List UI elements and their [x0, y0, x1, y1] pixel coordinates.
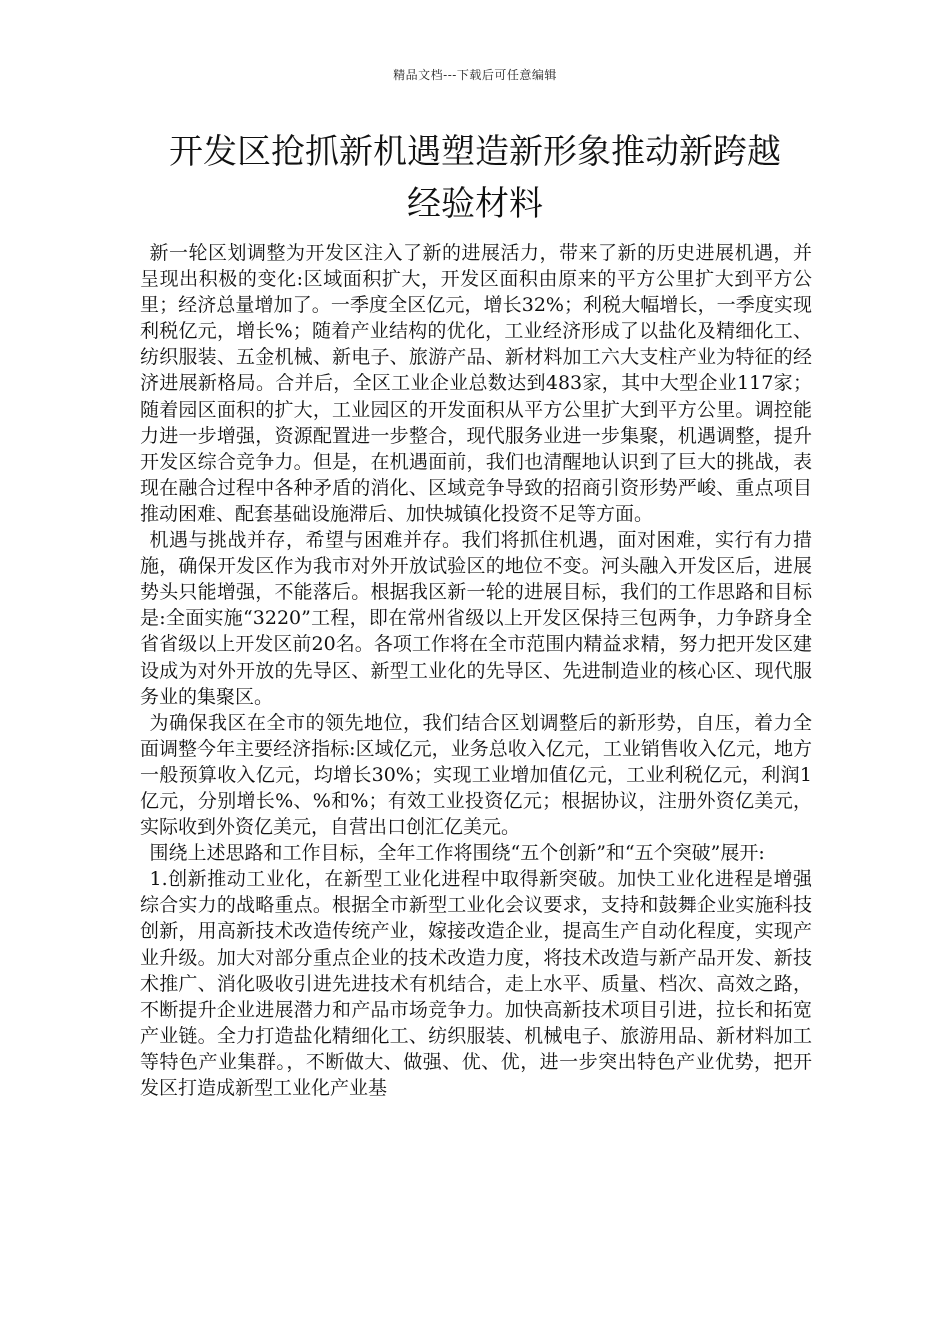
paragraph-1: 新一轮区划调整为开发区注入了新的进展活力，带来了新的历史进展机遇，并呈现出积极的变化:区域面积扩大，开发区面积由原来的平方公里扩大到平方公里；经济总量增加了。一季度全区亿元，增长32%；利税大幅增长，一季度实现利税亿元，增长%；随着产业结构的优化，工业经济形成了以盐化及精细化工、纺织服装、五金机械、新电子、旅游产品、新材料加工六大支柱产业为特征的经济进展新格局。合并后，全区工业企业总数达到483家，其中大型企业117家；随着园区面积的扩大，工业园区的开发面积从平方公里扩大到平方公里。调控能力进一步增强，资源配置进一步整合，现代服务业进一步集聚，机遇调整，提升开发区综合竞争力。但是，在机遇面前，我们也清醒地认识到了巨大的挑战，表现在融合过程中各种矛盾的消化、区域竞争导致的招商引资形势严峻、重点项目推动困难、配套基础设施滞后、加快城镇化投资不足等方面。 [140, 242, 812, 525]
paragraph-3: 为确保我区在全市的领先地位，我们结合区划调整后的新形势，自压，着力全面调整今年主要经济指标:区域亿元，业务总收入亿元，工业销售收入亿元，地方一般预算收入亿元，均增长30%；实现工业增加值亿元，工业利税亿元，利润1亿元，分别增长%、%和%；有效工业投资亿元；根据协议，注册外资亿美元，实际收到外资亿美元，自营出口创汇亿美元。 [140, 711, 812, 839]
paragraph-2: 机遇与挑战并存，希望与困难并存。我们将抓住机遇，面对困难，实行有力措施，确保开发区作为我市对外开放试验区的地位不变。河头融入开发区后，进展势头只能增强，不能落后。根据我区新一轮的进展目标，我们的工作思路和目标是:全面实施“3220”工程，即在常州省级以上开发区保持三包两争，力争跻身全省省级以上开发区前20名。各项工作将在全市范围内精益求精，努力把开发区建设成为对外开放的先导区、新型工业化的先导区、先进制造业的核心区、现代服务业的集聚区。 [140, 529, 812, 708]
title-line-1: 开发区抢抓新机遇塑造新形象推动新跨越 [169, 132, 781, 172]
document-title [120, 126, 830, 230]
document-body [140, 240, 812, 1101]
paragraph-4: 围绕上述思路和工作目标，全年工作将围绕“五个创新”和“五个突破”展开: [149, 842, 765, 865]
paragraph-5: 1.创新推动工业化，在新型工业化进程中取得新突破。加快工业化进程是增强综合实力的战略重点。根据全市新型工业化会议要求，支持和鼓舞企业实施科技创新，用高新技术改造传统产业，嫁接改造企业，提高生产自动化程度，实现产业升级。加大对部分重点企业的技术改造力度，将技术改造与新产品开发、新技术推广、消化吸收引进先进技术有机结合，走上水平、质量、档次、高效之路，不断提升企业进展潜力和产品市场竞争力。加快高新技术项目引进，拉长和拓宽产业链。全力打造盐化精细化工、纺织服装、机械电子、旅游用品、新材料加工等特色产业集群。，不断做大、做强、优、优，进一步突出特色产业优势，把开发区打造成新型工业化产业基 [140, 868, 812, 1099]
title-line-2: 经验材料 [407, 184, 543, 224]
header-note: 精品文档---下载后可任意编辑 [393, 68, 557, 82]
